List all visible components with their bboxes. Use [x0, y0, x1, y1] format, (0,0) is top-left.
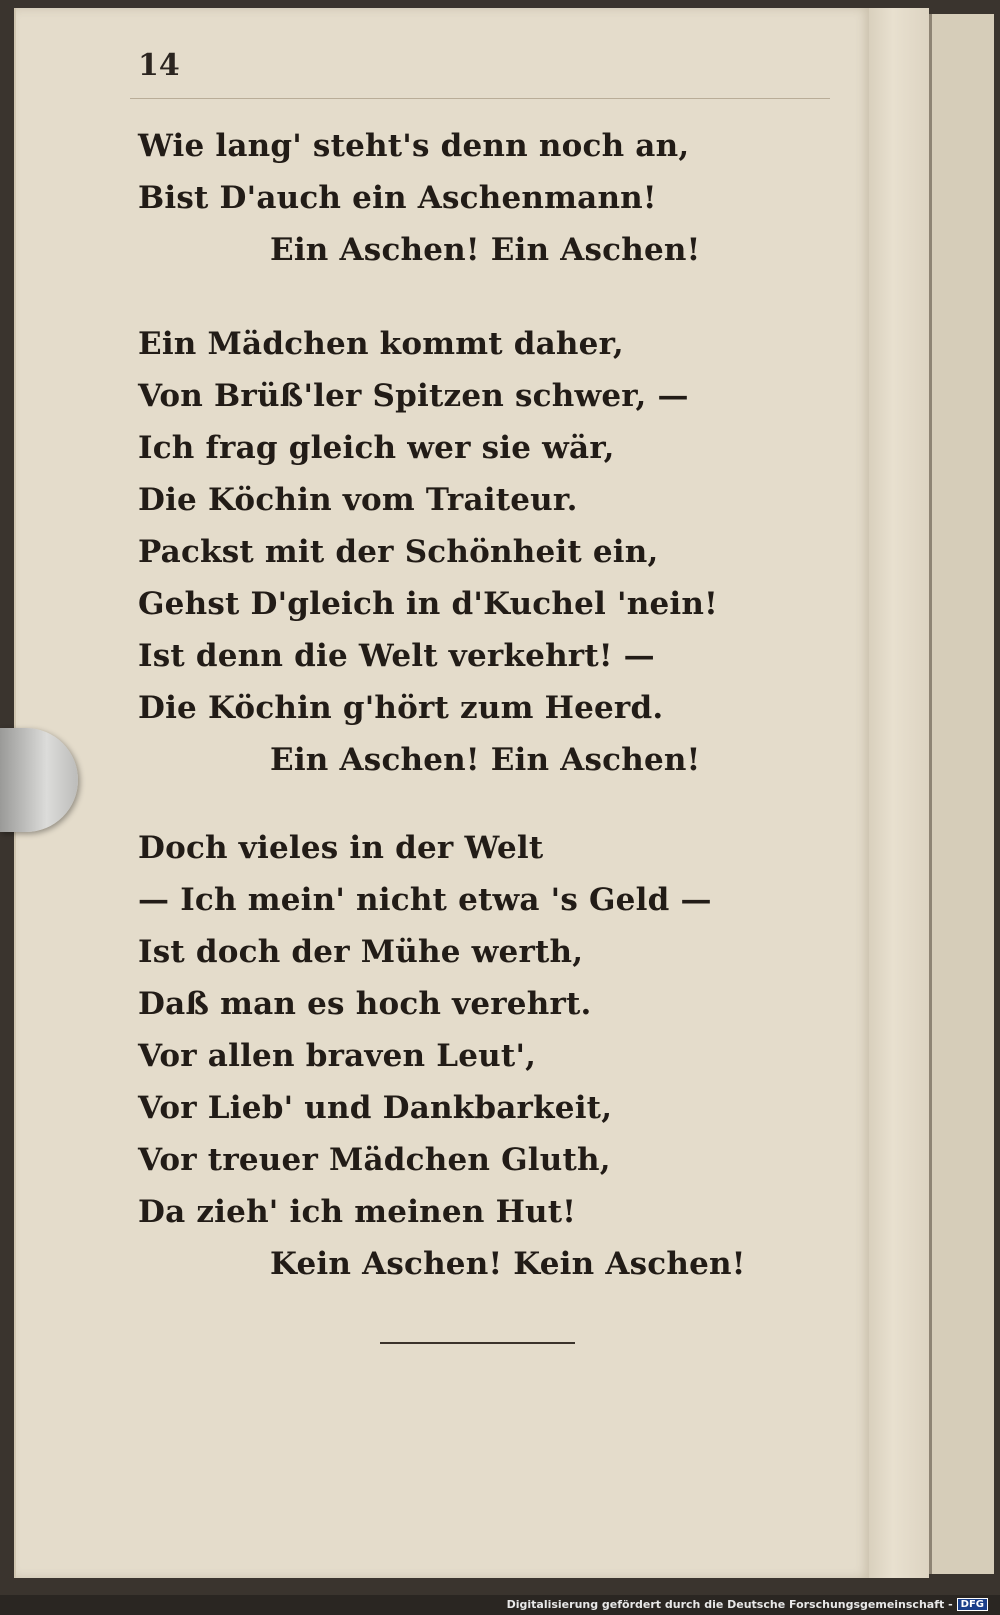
end-rule	[380, 1342, 575, 1344]
verse-line: Ein Aschen! Ein Aschen!	[270, 232, 701, 268]
credit-text: Digitalisierung gefördert durch die Deutsche Forschungsgemeinschaft -	[506, 1597, 953, 1611]
verse-line: Vor allen braven Leut',	[138, 1038, 537, 1074]
verse-line: Kein Aschen! Kein Aschen!	[270, 1246, 746, 1282]
verse-line: Ein Mädchen kommt daher,	[138, 326, 624, 362]
stanza-1	[138, 120, 700, 276]
facing-page-edge	[929, 14, 994, 1574]
verse-line: Doch vieles in der Welt	[138, 830, 544, 866]
verse-line: Gehst D'gleich in d'Kuchel 'nein!	[138, 586, 718, 622]
verse-line: Die Köchin g'hört zum Heerd.	[138, 690, 664, 726]
page-number: 14	[138, 48, 180, 83]
verse-line: Daß man es hoch verehrt.	[138, 986, 592, 1022]
stanza-2	[138, 318, 718, 786]
verse-line: Da zieh' ich meinen Hut!	[138, 1194, 577, 1230]
verse-line: Die Köchin vom Traiteur.	[138, 482, 578, 518]
verse-line: Ich frag gleich wer sie wär,	[138, 430, 615, 466]
verse-line: Ist doch der Mühe werth,	[138, 934, 584, 970]
header-rule	[130, 98, 830, 99]
verse-line: Ist denn die Welt verkehrt! —	[138, 638, 655, 674]
verse-line: Packst mit der Schönheit ein,	[138, 534, 659, 570]
digitization-credit	[507, 1595, 988, 1613]
dfg-logo: DFG	[957, 1598, 988, 1611]
stanza-3	[138, 822, 746, 1290]
verse-line: Ein Aschen! Ein Aschen!	[270, 742, 701, 778]
verse-line: Von Brüß'ler Spitzen schwer, —	[138, 378, 689, 414]
verse-line: Bist D'auch ein Aschenmann!	[138, 180, 657, 216]
page-edge	[869, 8, 929, 1578]
verse-line: Vor Lieb' und Dankbarkeit,	[138, 1090, 613, 1126]
verse-line: Wie lang' steht's denn noch an,	[138, 128, 690, 164]
verse-line: Vor treuer Mädchen Gluth,	[138, 1142, 611, 1178]
verse-line: — Ich mein' nicht etwa 's Geld —	[138, 882, 712, 918]
